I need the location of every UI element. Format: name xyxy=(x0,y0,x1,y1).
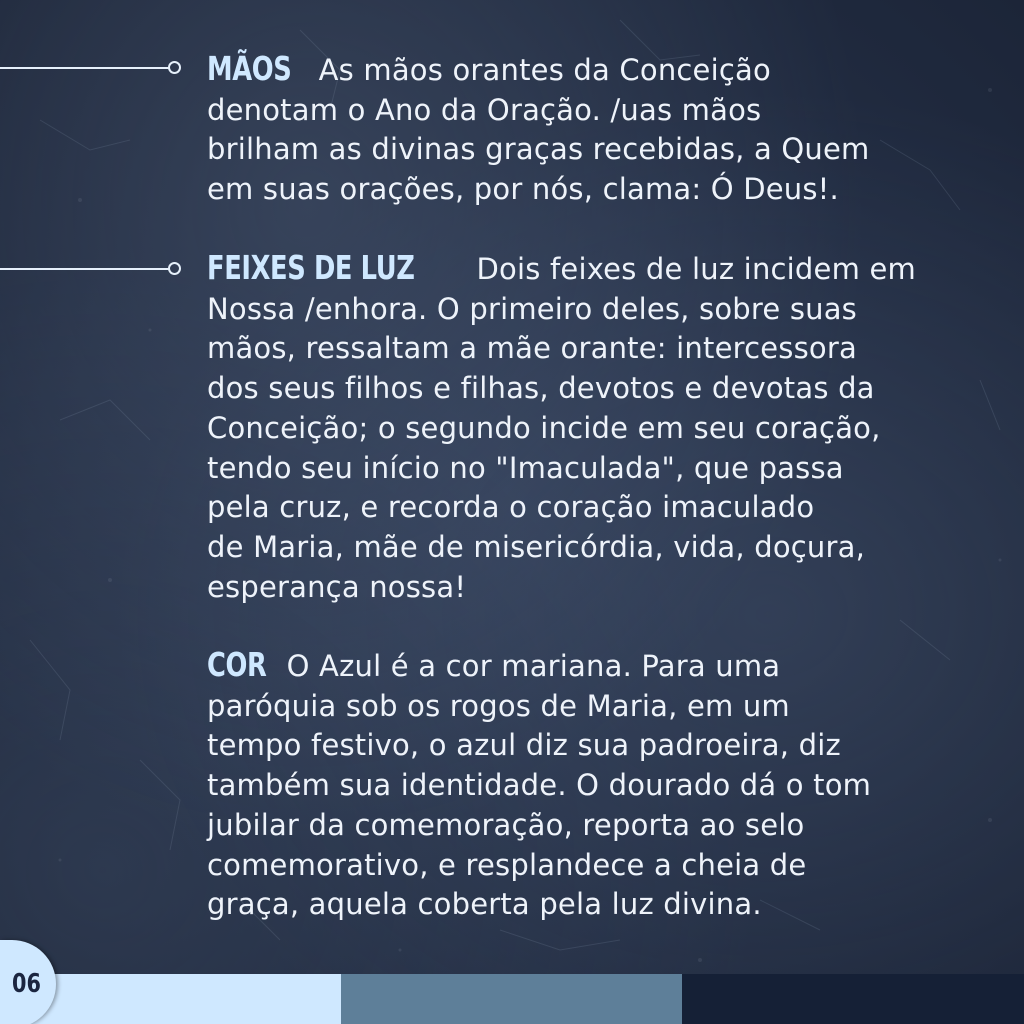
section-line: comemorativo, e resplandece a cheia de xyxy=(207,847,807,882)
connector-dot-feixes xyxy=(168,262,181,275)
section-line: tempo festivo, o azul diz sua padroeira, diz xyxy=(207,728,841,763)
section-line: denotam o Ano da Oração. /uas mãos xyxy=(207,92,762,127)
section-line: pela cruz, e recorda o coração imaculado xyxy=(207,490,815,525)
section-line: em suas orações, por nós, clama: Ó Deus!. xyxy=(207,172,839,207)
connector-dot-maos xyxy=(168,61,181,74)
section-line: esperança nossa! xyxy=(207,569,467,604)
section-line: As mãos orantes da Conceição xyxy=(318,53,771,87)
page-number: 06 xyxy=(12,969,41,999)
section-line: Nossa /enhora. O primeiro deles, sobre suas xyxy=(207,291,857,326)
section-line: tendo seu início no "Imaculada", que passa xyxy=(207,450,844,485)
section-line: jubilar da comemoração, reporta ao selo xyxy=(207,807,805,842)
section-heading-feixes-de-luz: FEIXES DE LUZ xyxy=(207,248,415,287)
section-line: mãos, ressaltam a mãe orante: intercessora xyxy=(207,331,857,366)
section-heading-cor: COR xyxy=(207,645,267,684)
section-line: de Maria, mãe de misericórdia, vida, doçura, xyxy=(207,529,866,564)
section-cor xyxy=(207,645,987,925)
section-line: O Azul é a cor mariana. Para uma xyxy=(286,649,781,683)
section-line: dos seus filhos e filhas, devotos e devotas da xyxy=(207,371,875,406)
section-heading-maos: MÃOS xyxy=(207,49,292,88)
section-line: graça, aquela coberta pela luz divina. xyxy=(207,887,762,922)
section-feixes-de-luz xyxy=(207,248,987,607)
connector-line-maos xyxy=(0,67,169,69)
section-line: também sua identidade. O dourado dá o tom xyxy=(207,768,872,803)
section-line: Dois feixes de luz incidem em xyxy=(476,252,916,286)
section-line: brilham as divinas graças recebidas, a Quem xyxy=(207,132,870,167)
footer-bar-mid xyxy=(341,974,682,1024)
connector-line-feixes xyxy=(0,268,169,270)
section-maos xyxy=(207,49,987,210)
section-line: paróquia sob os rogos de Maria, em um xyxy=(207,688,790,723)
section-line: Conceição; o segundo incide em seu coração, xyxy=(207,410,881,445)
footer-bar-dark xyxy=(682,974,1024,1024)
